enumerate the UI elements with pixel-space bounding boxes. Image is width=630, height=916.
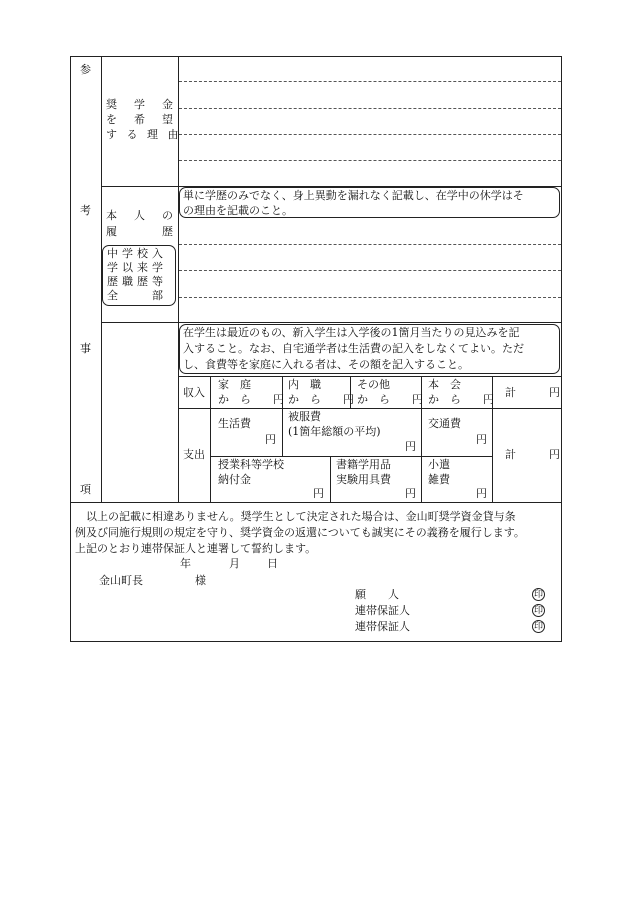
history-note-line-2: の理由を記載のこと。 (183, 204, 293, 217)
books-label-2: 実験用具費 (336, 473, 391, 486)
label-column-divider (178, 56, 179, 503)
guarantor-2-label: 連帯保証人 (355, 620, 410, 633)
reason-label-1: 奨 学 金 (106, 98, 176, 111)
income-sidejob-1[interactable]: 内 職 (288, 378, 321, 391)
history-line[interactable] (179, 270, 561, 271)
expense-middle-line (210, 456, 492, 457)
reason-line[interactable] (179, 134, 561, 135)
tuition-label-2: 納付金 (218, 473, 251, 486)
expense-divider (282, 408, 283, 456)
transport-cost-label[interactable]: 交通費 (428, 417, 461, 430)
budget-note-line-1: 在学生は最近のもの、新入学生は入学後の1箇月当たりの見込みを記 (183, 326, 520, 339)
expense-divider (421, 408, 422, 502)
history-sub-label-1: 中学校入 (107, 247, 167, 260)
history-label-2: 履 歴 (106, 225, 176, 238)
history-sub-label-3: 歴職歴等 (107, 275, 167, 288)
side-label-1: 参 (80, 63, 91, 76)
side-label-4: 項 (80, 483, 91, 496)
pledge-line-3: 上記のとおり連帯保証人と連署して誓約します。 (75, 542, 317, 555)
income-label-divider (210, 376, 211, 502)
clothing-cost-label[interactable]: 被服費 (288, 410, 321, 423)
income-other-1[interactable]: その他 (357, 378, 390, 391)
living-cost-label[interactable]: 生活費 (218, 417, 251, 430)
pocket-money-label-2: 雑費 (428, 473, 450, 486)
history-note-line-1: 単に学歴のみでなく、身上異動を漏れなく記載し、在学中の休学はそ (183, 189, 524, 202)
side-label-3: 事 (80, 342, 91, 355)
side-label-2: 考 (80, 204, 91, 217)
history-bottom-line (101, 322, 562, 323)
income-other-2[interactable]: か ら 円 (357, 393, 423, 406)
applicant-seal[interactable]: 印 (533, 590, 543, 600)
expense-label: 支出 (183, 448, 205, 461)
addressee-honorific: 様 (195, 574, 206, 587)
history-sub-label-4: 全 部 (107, 289, 167, 302)
income-total[interactable]: 計 円 (505, 386, 560, 399)
reason-line[interactable] (179, 81, 561, 82)
expense-divider (330, 456, 331, 502)
pocket-money-unit: 円 (476, 487, 487, 500)
income-family-2[interactable]: か ら 円 (218, 393, 284, 406)
living-cost-unit: 円 (265, 433, 276, 446)
books-label-1[interactable]: 書籍学用品 (336, 458, 391, 471)
applicant-label: 願 人 (355, 588, 399, 601)
books-unit: 円 (405, 487, 416, 500)
pledge-line-1: 以上の記載に相違ありません。奨学生として決定された場合は、金山町奨学資金貸与条 (86, 510, 516, 523)
pocket-money-label-1[interactable]: 小遣 (428, 458, 450, 471)
income-label: 収入 (183, 386, 205, 399)
guarantor-1-seal[interactable]: 印 (533, 606, 543, 616)
budget-note-line-2: 入すること。なお、自宅通学者は生活費の記入をしなくてよい。ただ (183, 342, 524, 355)
table-bottom-line (70, 502, 562, 503)
income-association-2[interactable]: か ら 円 (428, 393, 494, 406)
clothing-cost-unit: 円 (405, 440, 416, 453)
history-label-1: 本 人 の (106, 209, 176, 222)
date-year[interactable]: 年 (180, 557, 191, 570)
history-sub-label-2: 学以来学 (107, 261, 167, 274)
income-bottom-line (178, 408, 562, 409)
guarantor-2-seal[interactable]: 印 (533, 622, 543, 632)
income-family-1[interactable]: 家 庭 (218, 378, 251, 391)
pledge-line-2: 例及び同施行規則の規定を守り、奨学資金の返還についても誠実にその義務を履行します。 (75, 526, 525, 539)
reason-line[interactable] (179, 160, 561, 161)
income-top-line (178, 376, 562, 377)
tuition-unit: 円 (313, 487, 324, 500)
guarantor-1-label: 連帯保証人 (355, 604, 410, 617)
reason-label-2: を 希 望 (106, 113, 176, 126)
date-day[interactable]: 日 (267, 557, 278, 570)
budget-note-line-3: し、食費等を家庭に入れる者は、その額を記入すること。 (183, 358, 469, 371)
history-line[interactable] (179, 244, 561, 245)
clothing-cost-sub: (1箇年総額の平均) (288, 425, 381, 438)
income-association-1[interactable]: 本 会 (428, 378, 461, 391)
tuition-label-1[interactable]: 授業科等学校 (218, 458, 284, 471)
date-month[interactable]: 月 (229, 557, 240, 570)
reason-label-3: す る 理 由 (106, 128, 182, 141)
transport-cost-unit: 円 (476, 433, 487, 446)
addressee: 金山町長 (99, 574, 143, 587)
history-line[interactable] (179, 297, 561, 298)
income-sidejob-2[interactable]: か ら 円 (288, 393, 354, 406)
expense-total[interactable]: 計 円 (505, 448, 560, 461)
reason-line[interactable] (179, 108, 561, 109)
